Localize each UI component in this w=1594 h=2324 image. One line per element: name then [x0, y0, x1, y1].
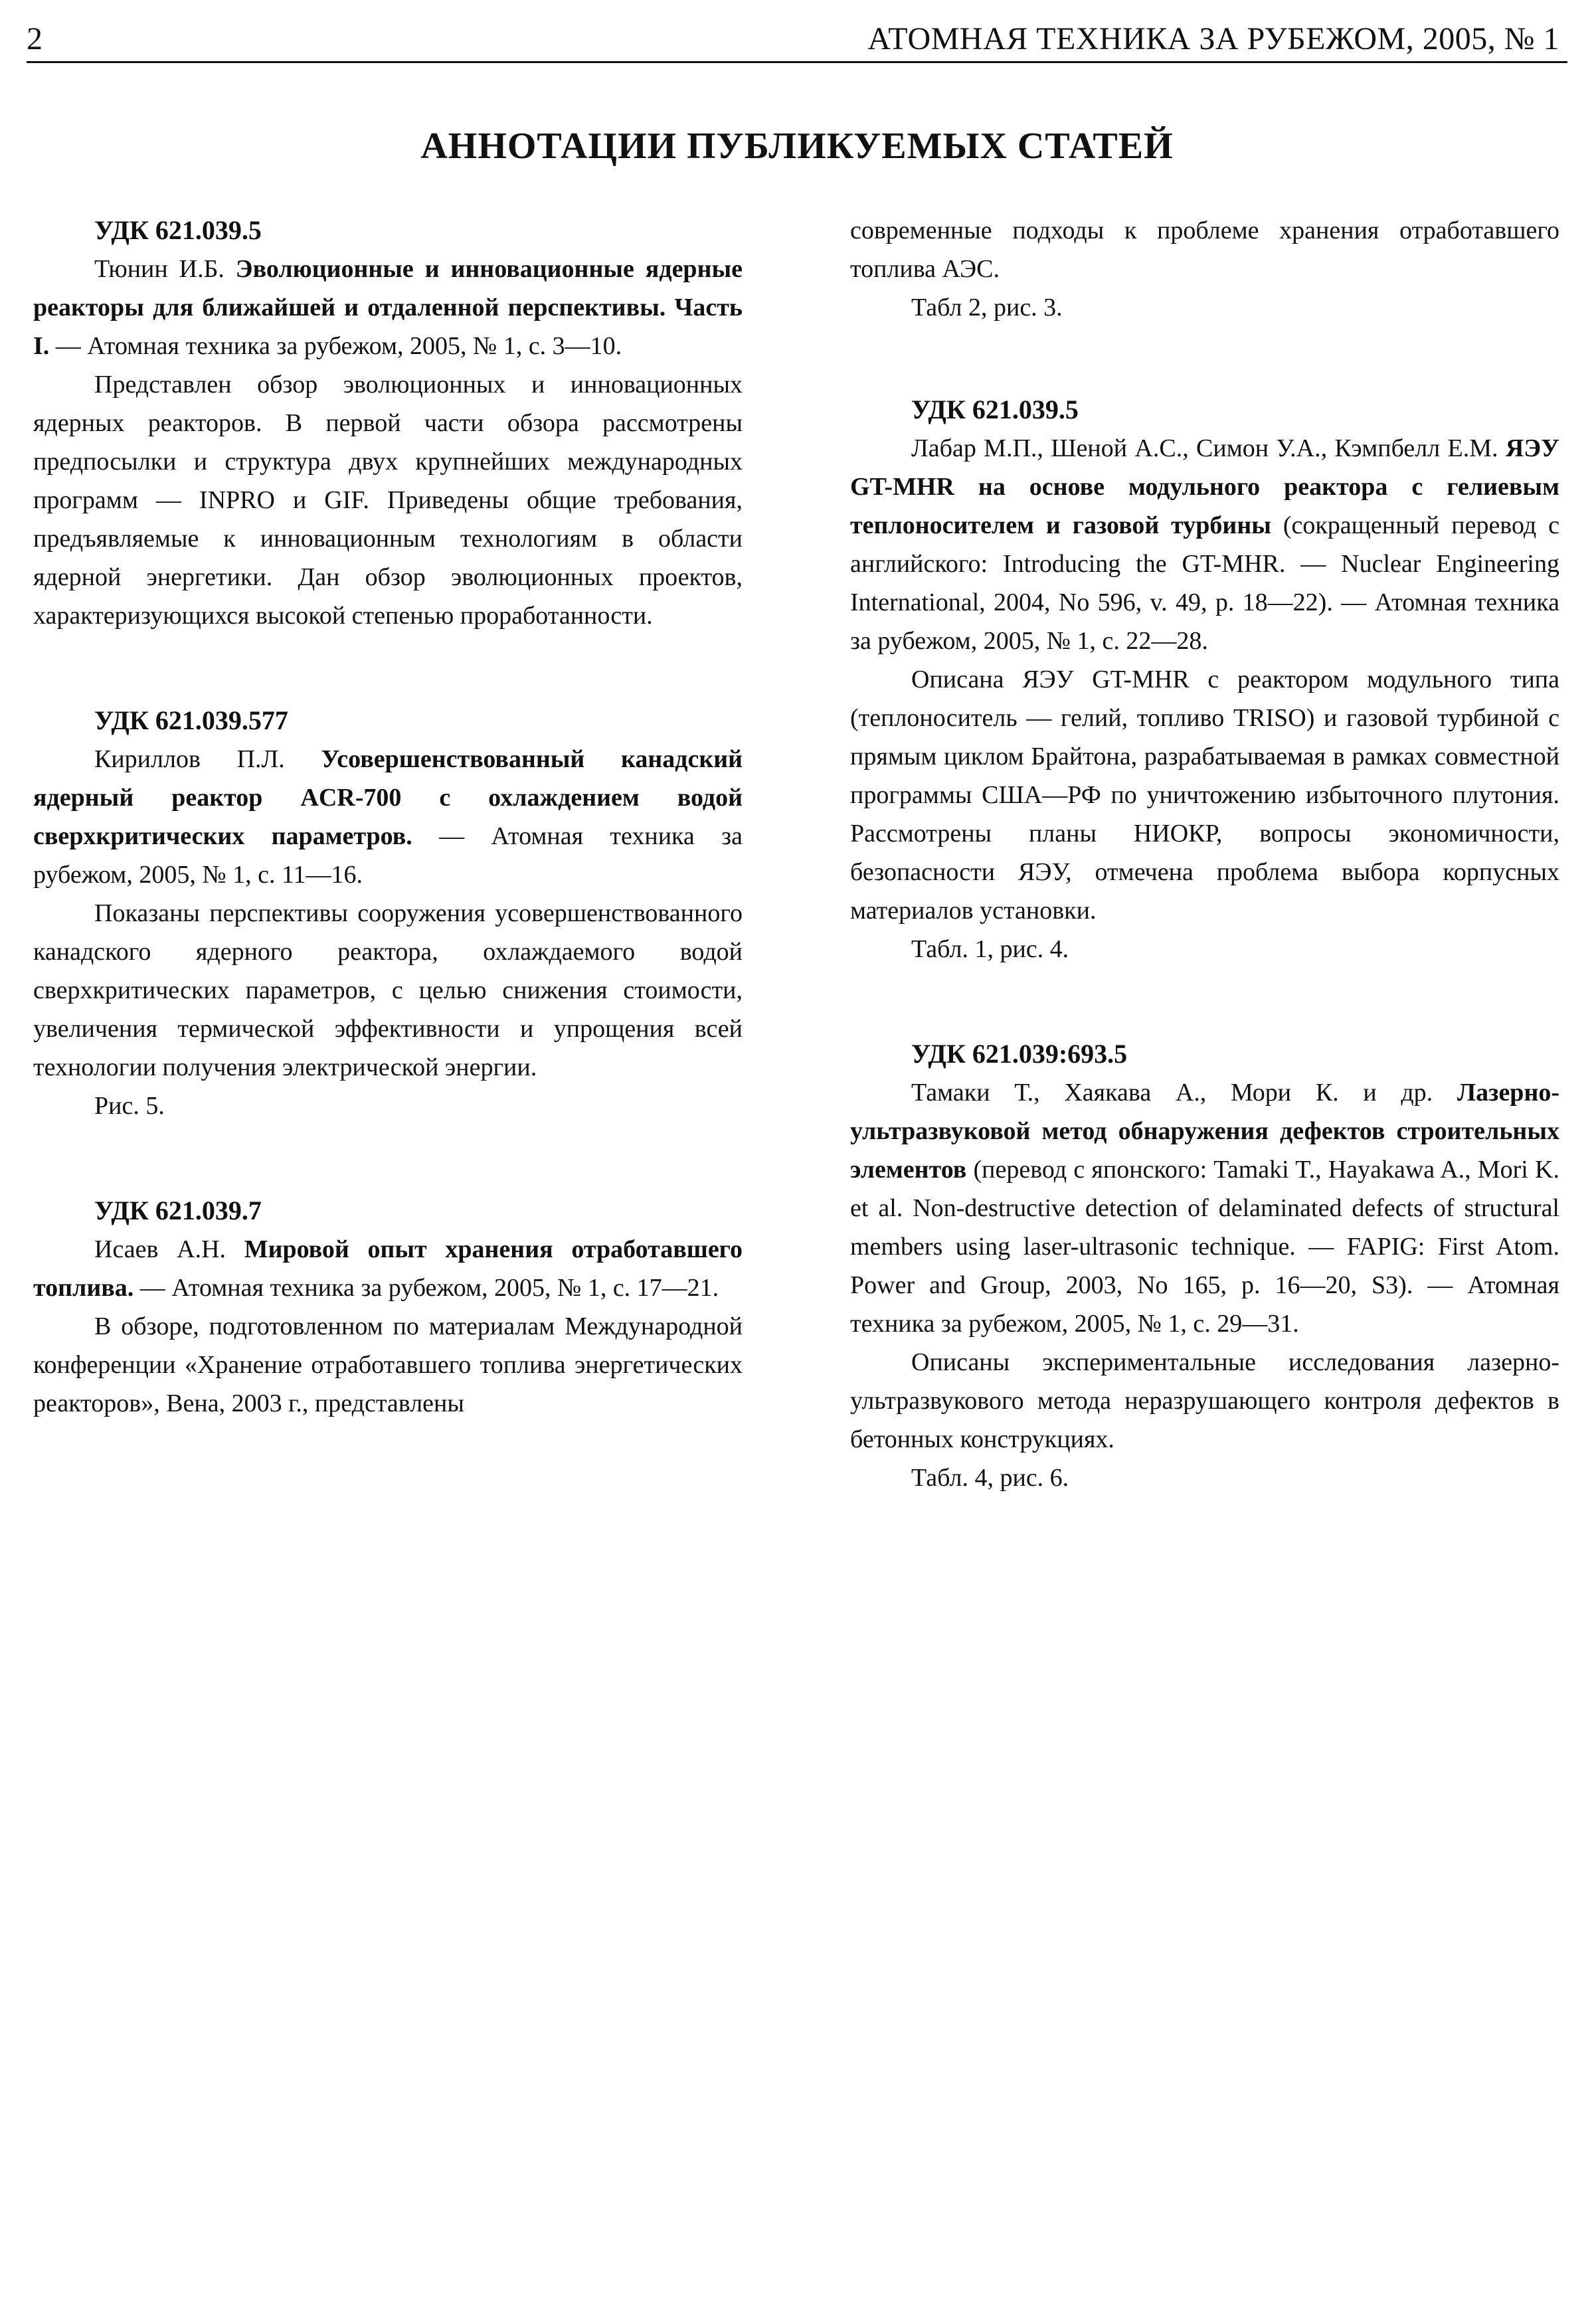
tables-figures: Табл 2, рис. 3.	[911, 294, 1063, 321]
authors: Лабар М.П., Шеной А.С., Симон У.А., Кэмпбелл Е.М.	[911, 434, 1506, 462]
right-column	[850, 211, 1559, 1564]
udc-code: УДК 621.039.5	[94, 215, 262, 245]
udc-code: УДК 621.039.577	[94, 705, 288, 735]
citation	[850, 1073, 1559, 1343]
abstract: Описаны экспериментальные исследования лазерно-ультразвукового метода неразрушающего контроля дефектов в бетонных конструкциях.	[850, 1348, 1559, 1453]
page-number: 2	[27, 21, 43, 56]
tables-figures: Табл. 4, рис. 6.	[911, 1464, 1069, 1492]
journal-title: АТОМНАЯ ТЕХНИКА ЗА РУБЕЖОМ, 2005, № 1	[867, 21, 1559, 56]
annotation-entry	[33, 1192, 743, 1423]
tables-figures: Рис. 5.	[94, 1092, 165, 1120]
abstract: Показаны перспективы сооружения усовершенствованного канадского ядерного реактора, охлаждаемого водой сверхкритических параметров, с целью снижения стоимости, увеличения термической эффективности и упрощения всей технологии получения электрической энергии.	[33, 899, 743, 1081]
annotation-entry	[33, 701, 743, 1125]
abstract: В обзоре, подготовленном по материалам Международной конференции «Хранение отработавшего топлива энергетических реакторов», Вена, 2003 г., представлены	[33, 1312, 743, 1417]
source: — Атомная техника за рубежом, 2005, № 1, с. 11—16.	[33, 822, 743, 889]
abstract: Представлен обзор эволюционных и инновационных ядерных реакторов. В первой части обзора рассмотрены предпосылки и структура двух крупнейших международных программ — INPRO и GIF. Приведены общие требования, предъявляемые к инновационным технологиям в области ядерной энергетики. Дан обзор эволюционных проектов, характеризующихся высокой степенью проработанности.	[33, 371, 743, 630]
article-title: Эволюционные и инновационные ядерные реакторы для ближайшей и отдаленной перспективы. Часть I.	[33, 255, 743, 360]
article-title: Усовершенствованный канадский ядерный реактор ACR-700 с охлаждением водой сверхкритических параметров.	[33, 745, 743, 850]
annotation-entry	[33, 211, 743, 635]
citation	[33, 740, 743, 894]
annotation-entry	[850, 1035, 1559, 1497]
annotation-entry-continued	[850, 211, 1559, 327]
running-header	[27, 20, 1567, 63]
citation	[33, 250, 743, 365]
udc-code: УДК 621.039:693.5	[911, 1039, 1128, 1069]
authors: Кириллов П.Л.	[94, 745, 321, 773]
source: — Атомная техника за рубежом, 2005, № 1, с. 3—10.	[49, 332, 622, 360]
authors: Тамаки Т., Хаякава А., Мори К. и др.	[911, 1079, 1457, 1107]
authors: Тюнин И.Б.	[94, 255, 236, 283]
udc-code: УДК 621.039.5	[911, 395, 1079, 424]
article-title: Мировой опыт хранения отработавшего топлива.	[33, 1235, 743, 1302]
authors: Исаев А.Н.	[94, 1235, 244, 1263]
article-title: Лазерно-ультразвуковой метод обнаружения дефектов строительных элементов	[850, 1079, 1559, 1184]
udc-code: УДК 621.039.7	[94, 1196, 262, 1225]
abstract-continuation: современные подходы к проблеме хранения отработавшего топлива АЭС.	[850, 217, 1559, 283]
article-title: ЯЭУ GT-MHR на основе модульного реактора с гелиевым теплоносителем и газовой турбины	[850, 434, 1559, 539]
left-column	[33, 211, 743, 1489]
abstract: Описана ЯЭУ GT-MHR с реактором модульного типа (теплоноситель — гелий, топливо TRISO) и газовой турбиной с прямым циклом Брайтона, разрабатываемая в рамках совместной программы США—РФ по уничтожению избыточного плутония. Рассмотрены планы НИОКР, вопросы экономичности, безопасности ЯЭУ, отмечена проблема выбора корпусных материалов установки.	[850, 666, 1559, 925]
citation	[33, 1230, 743, 1307]
citation	[850, 429, 1559, 660]
source: (сокращенный перевод с английского: Introducing the GT-MHR. — Nuclear Engineering International, 2004, No 596, v. 49, p. 18—22). — Атомная техника за рубежом, 2005, № 1, с. 22—28.	[850, 511, 1560, 655]
section-title: АННОТАЦИИ ПУБЛИКУЕМЫХ СТАТЕЙ	[420, 126, 1174, 167]
source: (перевод с японского: Tamaki T., Hayakawa A., Mori K. et al. Non-destructive detection of delaminated defects of structural members using laser-ultrasonic technique. — FAPIG: First Atom. Power and Group, 2003, No 165, p. 16—20, S3). — Атомная техника за рубежом, 2005, № 1, с. 29—31.	[850, 1156, 1559, 1338]
annotation-entry	[850, 391, 1559, 968]
source: — Атомная техника за рубежом, 2005, № 1, с. 17—21.	[133, 1274, 719, 1302]
tables-figures: Табл. 1, рис. 4.	[911, 935, 1069, 963]
